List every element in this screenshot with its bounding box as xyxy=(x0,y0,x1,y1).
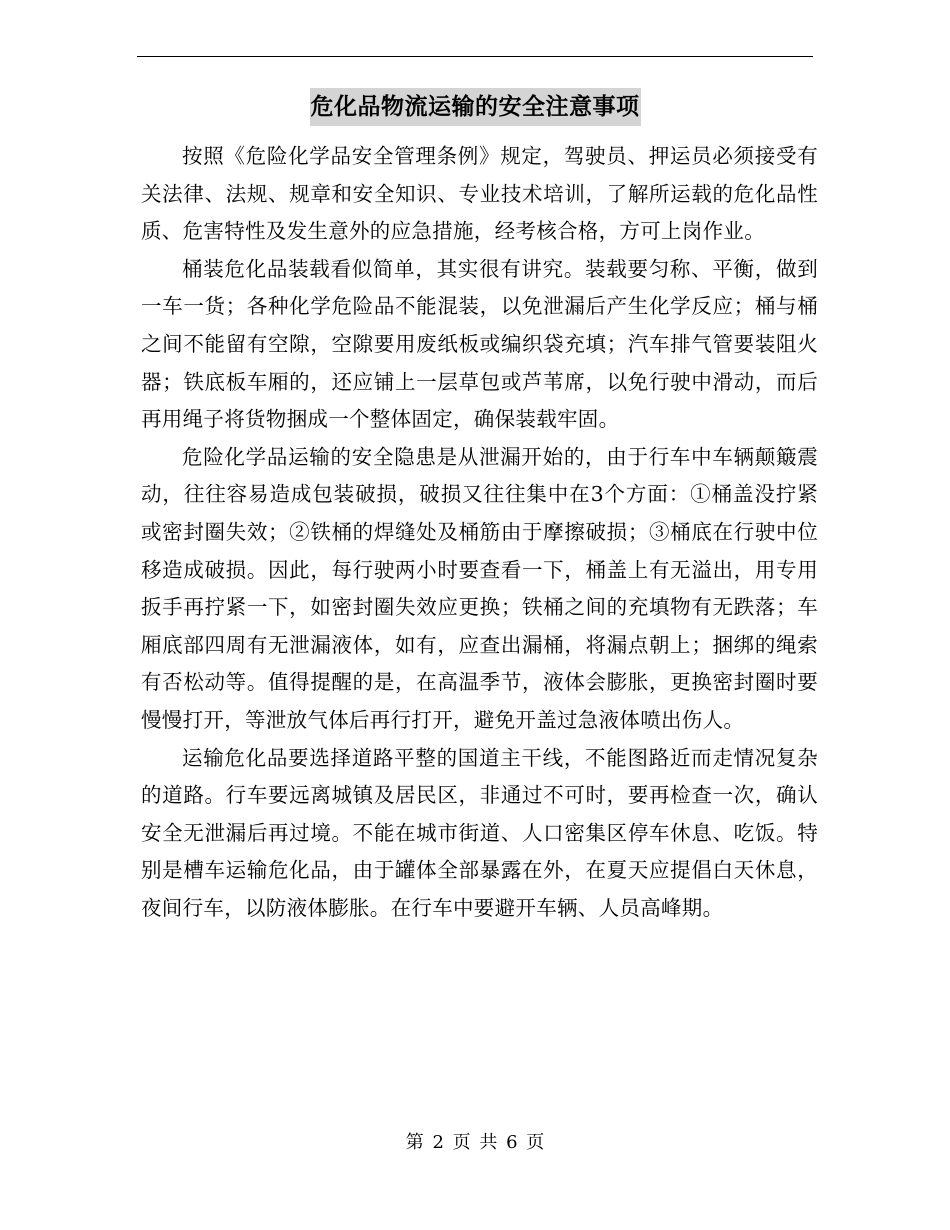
header-rule xyxy=(137,56,813,57)
title-container xyxy=(0,88,950,126)
document-title: 危化品物流运输的安全注意事项 xyxy=(310,88,641,126)
page-number: 第 2 页 共 6 页 xyxy=(405,1132,545,1153)
paragraph-leakage: 危险化学品运输的安全隐患是从泄漏开始的，由于行车中车辆颠簸震动，往往容易造成包装破损，破损又往往集中在3个方面：①桶盖没拧紧或密封圈失效；②铁桶的焊缝处及桶筋由于摩擦破损；③桶底在行驶中位移造成破损。因此，每行驶两小时要查看一下，桶盖上有无溢出，用专用扳手再拧紧一下，如密封圈失效应更换；铁桶之间的充填物有无跌落；车厢底部四周有无泄漏液体，如有，应查出漏桶，将漏点朝上；捆绑的绳索有否松动等。值得提醒的是，在高温季节，液体会膨胀，更换密封圈时要慢慢打开，等泄放气体后再行打开，避免开盖过急液体喷出伤人。 xyxy=(141,444,818,732)
paragraph-loading: 桶装危化品装载看似简单，其实很有讲究。装载要匀称、平衡，做到一车一货；各种化学危险品不能混装，以免泄漏后产生化学反应；桶与桶之间不能留有空隙，空隙要用废纸板或编织袋充填；汽车排气管要装阻火器；铁底板车厢的，还应铺上一层草包或芦苇席，以免行驶中滑动，而后再用绳子将货物捆成一个整体固定，确保装载牢固。 xyxy=(141,256,818,432)
paragraph-route: 运输危化品要选择道路平整的国道主干线，不能图路近而走情况复杂的道路。行车要远离城镇及居民区，非通过不可时，要再检查一次，确认安全无泄漏后再过境。不能在城市街道、人口密集区停车休息、吃饭。特别是槽车运输危化品，由于罐体全部暴露在外，在夏天应提倡白天休息，夜间行车，以防液体膨胀。在行车中要避开车辆、人员高峰期。 xyxy=(141,745,818,920)
document-body xyxy=(141,138,818,927)
paragraph-training: 按照《危险化学品安全管理条例》规定，驾驶员、押运员必须接受有关法律、法规、规章和安全知识、专业技术培训，了解所运载的危化品性质、危害特性及发生意外的应急措施，经考核合格，方可上岗作业。 xyxy=(141,144,818,244)
